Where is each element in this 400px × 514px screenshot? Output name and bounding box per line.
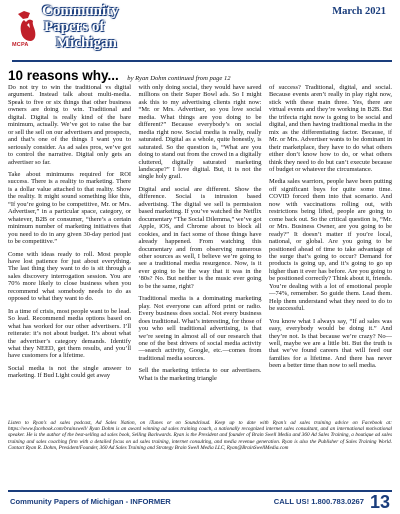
article-column-1 — [8, 84, 131, 416]
michigan-map-icon — [14, 8, 40, 44]
page-footer — [8, 490, 392, 514]
paragraph: of success? Traditional, digital, and social. Because events aren’t really in play right now, stick with these main three. Yes, there are virtual events and they’re working in B2B. But the trifecta right now is going to be social and digital, and then having traditional media in the mix as the differentiating factor. Because, if Mr. or Mrs. Advertiser wants to be dominant in their marketplace, they have to do what others either don’t know how to do, or what others think they need to do but can’t execute because of budget or whatever the circumstance. — [269, 84, 392, 173]
logo-line-1: Community — [42, 3, 119, 19]
article-header — [8, 67, 392, 83]
paragraph: Sell the marketing trifecta to our advertisers. What is the marketing triangle — [138, 367, 262, 382]
footer-publication: Community Papers of Michigan - INFORMER — [10, 497, 171, 506]
logo-line-3: Michigan — [56, 35, 117, 51]
article-column-3 — [269, 84, 392, 416]
footer-phone: CALL US! 1.800.783.0267 — [273, 497, 364, 506]
issue-date: March 2021 — [332, 6, 386, 17]
header-divider — [12, 60, 392, 62]
paragraph: Traditional media is a dominating marketing play. Not everyone can afford print or radio. Every business does social. Not every business does traditional. What’s interesting, for those of you who sell traditional advertising, is that we’re seeing in almost all of our research that one of the best drivers of social media activity—search activity, Google, etc.—comes from traditional media sources. — [138, 295, 262, 362]
paragraph: with only doing social, they would have saved millions on their Super Bowl ads. So I might ask this to my advertising clients right now: “Mr. or Mrs. Advertiser, so you love social media. What things are you doing to be different?” Because everybody’s on social media right now. Social media is really, really saturated. Digital as a whole, quite honestly, is saturated. So the question is, “What are you doing to stand out from the crowd in a digitally cluttered, digitally saturated marketing landscape?” I love digital. But, it is not the single holy grail. — [138, 84, 262, 181]
page-number: 13 — [369, 492, 390, 512]
paragraph: You know what I always say, “If ad sales was easy, everybody would be doing it.” And they’re not. Is that because we’re crazy? No—well, maybe we are a little bit. But the truth is that we’ve found careers that will feed our families for a lifetime. And there has never been a better time than now to sell media. — [269, 317, 392, 370]
paragraph: Social media is not the single answer to marketing. If Bud Light could get away — [8, 364, 131, 380]
article-column-2 — [139, 84, 262, 416]
article-body — [8, 84, 392, 416]
author-bio: Listen to Ryan’s ad sales podcast, Ad Sales Nation, on iTunes or on Soundcloud. Keep up to date with Ryan’s ad sales training advice on Facebook at: https://www.facebook.com/brainswell/ Ryan Dohm is an award winning ad sales training coach, a nationally recognized internet sales consultant, and an international motivational speaker. He is the author of the best-selling ad sales book, Selling Backwards. Ryan is the President and founder of Brain Swell Media and 360 Ad Sales Training, a boutique ad sales training and sales coaching firm with a detailed focus on ad sales training, internet consulting, and media revenue generation. Ryan is also the Publisher of Sales Training World. Contact Ryan R. Dohm, President/Founder, 360 Ad Sales Training and Strategy Brain Swell Media LLC, Ryan@BrainSwellMedia.com — [8, 420, 392, 451]
article-title: 10 reasons why... — [8, 68, 119, 83]
article-byline: by Ryan Dohm continued from page 12 — [127, 75, 231, 82]
page-header — [0, 0, 400, 62]
paragraph: Do not try to win the traditional vs digital argument. Instead talk about multi-media. Speak to five or six things that other business owners are doing to win. Traditional and digital. Digital is really kind of the bare minimum, actually. We’ve got to raise the bar or sell the sell on our advertisers and prospects, and that’s one of the things I want you to seriously consider. As ad sales pros, we’ve got to control the narrative. Digital only gets an advertiser so far. — [8, 84, 131, 166]
paragraph: Come with ideas ready to roll. Most people have lost patience for just about everything. The last thing they want to do is sit through a sales discovery interrogation session. You are 70% more likely to close business when you recommend what somebody needs to do as opposed to what they want to do. — [8, 250, 131, 303]
org-abbreviation: MCPA — [12, 42, 29, 48]
paragraph: In a time of crisis, most people want to be lead. So lead. Recommend media options based on what has worked for our other advertisers. I’ll reiterate: it’s not about budget. It’s about what the advertiser’s category demands. Identify what they NEED, get them results, and you’ll have customers for a lifetime. — [8, 307, 131, 360]
paragraph: Digital and social are different. Show the difference. Social is intrusion based advertising. The digital we sell is permission based marketing. If you’ve watched the Netflix documentary “The Social Dilemma,” we’ve got Apple, iOS, and Chrome about to block all cookies, and in fact some of those things have already happened. From watching this documentary and from observing numerous other sources as well, I believe we’re going to see a traditional media resurgence. Now, is it ever going to be the way that it was in the ’80s? No. But neither is the music ever going to be the same, right? — [138, 185, 262, 290]
paragraph: Media sales warriors, people have been putting off significant buys for quite some time. COVID forced them into that scenario. And now with vaccinations rolling out, with restrictions being lifted, people are going to come back out. So the critical question is, “Mr. or Mrs. Business Owner, are you going to be ready?” It doesn’t matter if you’re local, national, or global. Are you going to be positioned ahead of time to take advantage of the surge that’s going to occur? Demand for products is going up, and it’s going to go up higher than it ever has before. Are you going to be positioned correctly? Think about it, friends. You’re dealing with a lot of emotional people—74%, remember. So guide them. Lead them. Help them understand what they need to do to be successful. — [269, 178, 392, 313]
logo-line-2: Papers of — [44, 19, 105, 35]
paragraph: Take about minimums required for ROI success. There is a reality to marketing. There is a dollar value attached to that reality. Show the reality. It might sound something like this, “If you’re going to be competitive, Mr. or Mrs. Advertiser,” in a particular space, category, or whatever, B2B or consumer, “there’s a certain minimum number of marketing initiatives that you need to do in any given 30-day period just to be competitive.” — [8, 170, 131, 246]
publication-logo — [12, 2, 132, 60]
